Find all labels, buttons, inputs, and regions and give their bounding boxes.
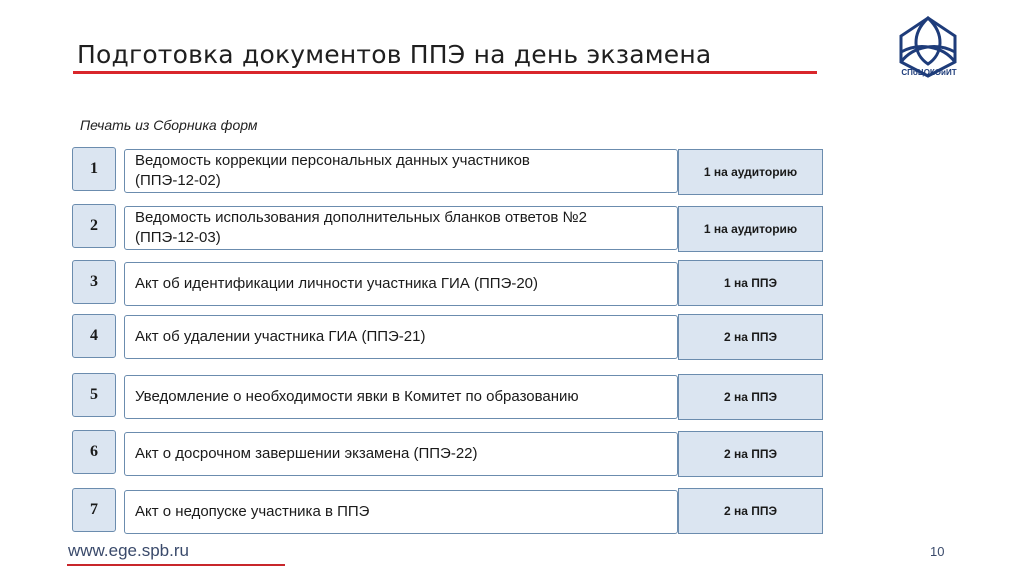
list-item — [0, 147, 1024, 197]
item-description: Ведомость использования дополнительных бланков ответов №2 (ППЭ-12-03) — [124, 206, 678, 250]
item-quantity: 1 на ППЭ — [678, 260, 823, 306]
list-item — [0, 430, 1024, 480]
title-underline — [73, 71, 817, 74]
item-number: 2 — [72, 204, 116, 248]
page-number: 10 — [930, 544, 945, 559]
item-number: 3 — [72, 260, 116, 304]
item-description: Ведомость коррекции персональных данных участников (ППЭ-12-02) — [124, 149, 678, 193]
list-item — [0, 488, 1024, 538]
item-quantity: 2 на ППЭ — [678, 488, 823, 534]
item-description: Акт о недопуске участника в ППЭ — [124, 490, 678, 534]
list-item — [0, 204, 1024, 254]
site-link[interactable]: www.ege.spb.ru — [68, 541, 189, 560]
item-quantity: 1 на аудиторию — [678, 149, 823, 195]
item-number: 6 — [72, 430, 116, 474]
logo-caption: СПбЦОКОиИТ — [901, 68, 957, 77]
section-subtitle: Печать из Сборника форм — [80, 117, 258, 133]
list-item — [0, 373, 1024, 423]
item-number: 4 — [72, 314, 116, 358]
item-number: 5 — [72, 373, 116, 417]
item-number: 1 — [72, 147, 116, 191]
item-quantity: 2 на ППЭ — [678, 374, 823, 420]
list-item — [0, 260, 1024, 310]
item-quantity: 2 на ППЭ — [678, 314, 823, 360]
slide-title: Подготовка документов ППЭ на день экзамена — [77, 40, 712, 69]
item-description: Акт об идентификации личности участника ГИА (ППЭ-20) — [124, 262, 678, 306]
item-number: 7 — [72, 488, 116, 532]
item-quantity: 2 на ППЭ — [678, 431, 823, 477]
item-quantity: 1 на аудиторию — [678, 206, 823, 252]
item-description: Акт об удалении участника ГИА (ППЭ-21) — [124, 315, 678, 359]
item-description: Акт о досрочном завершении экзамена (ППЭ-22) — [124, 432, 678, 476]
list-item — [0, 314, 1024, 364]
footer-underline — [67, 564, 285, 566]
item-description: Уведомление о необходимости явки в Комитет по образованию — [124, 375, 678, 419]
